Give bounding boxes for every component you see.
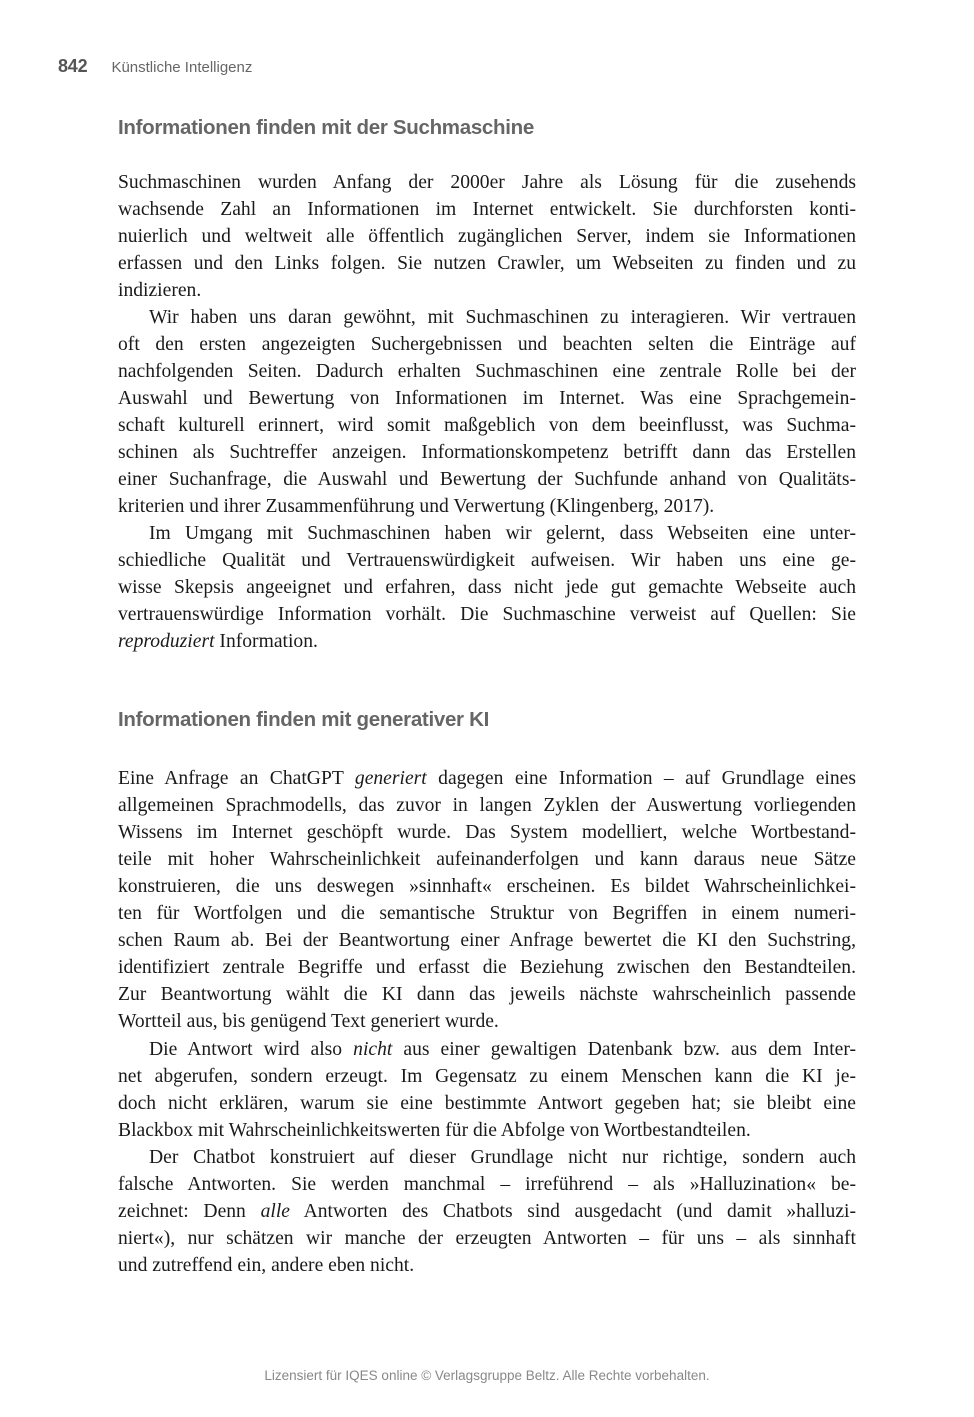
paragraph (118, 304, 856, 520)
paragraph (118, 1036, 856, 1144)
text-line: Wissens im Internet geschöpft wurde. Das System modelliert, welche Wortbestand- (118, 822, 856, 843)
text-line: oft den ersten angezeigten Suchergebnissen und beachten selten die Einträge auf (118, 334, 856, 355)
text-line: erfassen und den Links folgen. Sie nutzen Crawler, um Webseiten zu finden und zu (118, 253, 856, 274)
text-span: Antworten des Chatbots sind ausgedacht (und damit »halluzi- (289, 1201, 856, 1222)
text-span: Die Antwort wird also (149, 1039, 354, 1060)
text-line: Suchmaschinen wurden Anfang der 2000er Jahre als Lösung für die zusehends (118, 172, 856, 193)
text-line: wachsende Zahl an Informationen im Internet entwickelt. Sie durchforsten konti- (118, 199, 856, 220)
paragraph (118, 1144, 856, 1279)
emphasis-text: reproduziert (118, 631, 215, 652)
text-line: nuierlich und weltweit alle öffentlich zugänglichen Server, indem sie Informationen (118, 226, 856, 247)
text-line: Zur Beantwortung wählt die KI dann das jeweils nächste wahrscheinlich passende (118, 984, 856, 1005)
text-span: zeichnet: Denn (118, 1201, 261, 1222)
text-line: allgemeinen Sprachmodells, das zuvor in langen Zyklen der Auswertung vorliegenden (118, 795, 856, 816)
paragraph (118, 765, 856, 1035)
text-line: schaft kulturell erinnert, wird somit maßgeblich von dem beeinflusst, was Suchma- (118, 415, 856, 436)
text-line: nachfolgenden Seiten. Dadurch erhalten Suchmaschinen eine zentrale Rolle bei der (118, 361, 856, 382)
text-line: Der Chatbot konstruiert auf dieser Grundlage nicht nur richtige, sondern auch (149, 1147, 856, 1168)
page-header (58, 56, 252, 80)
text-line: kriterien und ihrer Zusammenführung und Verwertung (Klingenberg, 2017). (118, 496, 715, 517)
text-line (118, 765, 856, 792)
text-line: Wir haben uns daran gewöhnt, mit Suchmaschinen zu interagieren. Wir vertrauen (149, 307, 856, 328)
text-line: falsche Antworten. Sie werden manchmal – irreführend – als »Halluzination« be- (118, 1174, 856, 1195)
page-number: 842 (58, 56, 88, 76)
text-line: einer Suchanfrage, die Auswahl und Bewertung der Suchfunde anhand von Qualitäts- (118, 469, 856, 490)
text-line: wisse Skepsis angeeignet und erfahren, dass nicht jede gut gemachte Webseite auch (118, 577, 856, 598)
text-line: schinen als Suchtreffer anzeigen. Informationskompetenz betrifft dann das Erstellen (118, 442, 856, 463)
text-line: indizieren. (118, 280, 202, 301)
emphasis-text: nicht (353, 1039, 393, 1060)
text-span: Information. (214, 631, 318, 652)
text-line: konstruieren, die uns deswegen »sinnhaft« erscheinen. Es bildet Wahrscheinlichkei- (118, 876, 856, 897)
text-line (118, 1198, 856, 1225)
text-line: ten für Wortfolgen und die semantische Struktur von Begriffen in einem numeri- (118, 903, 856, 924)
text-line: identifiziert zentrale Begriffe und erfasst die Beziehung zwischen den Bestandteilen. (118, 957, 856, 978)
emphasis-text: generiert (354, 768, 427, 789)
text-line: net abgerufen, sondern erzeugt. Im Gegensatz zu einem Menschen kann die KI je- (118, 1066, 856, 1087)
section-heading-generative-ai: Informationen finden mit generativer KI (118, 708, 490, 731)
paragraph (118, 169, 856, 304)
section-heading-search-engine: Informationen finden mit der Suchmaschine (118, 116, 534, 139)
text-line: Im Umgang mit Suchmaschinen haben wir gelernt, dass Webseiten eine unter- (149, 523, 856, 544)
running-title: Künstliche Intelligenz (111, 59, 253, 76)
text-line: niert«), nur schätzen wir manche der erzeugten Antworten – für uns – als sinnhaft (118, 1228, 856, 1249)
text-line: und zutreffend ein, andere eben nicht. (118, 1255, 415, 1276)
text-line: schen Raum ab. Bei der Beantwortung einer Anfrage bewertet die KI den Suchstring, (118, 930, 856, 951)
text-span: Eine Anfrage an ChatGPT (118, 768, 355, 789)
text-line: vertrauenswürdige Information vorhält. Die Suchmaschine verweist auf Quellen: Sie (118, 604, 856, 625)
license-footer: Lizensiert für IQES online © Verlagsgruppe Beltz. Alle Rechte vorbehalten. (264, 1368, 710, 1383)
text-span: aus einer gewaltigen Datenbank bzw. aus dem Inter- (392, 1039, 856, 1060)
text-line: teile mit hoher Wahrscheinlichkeit aufeinanderfolgen und kann daraus neue Sätze (118, 849, 856, 870)
emphasis-text: alle (260, 1201, 290, 1222)
text-line: schiedliche Qualität und Vertrauenswürdigkeit aufweisen. Wir haben uns eine ge- (118, 550, 856, 571)
text-line: Wortteil aus, bis genügend Text generiert wurde. (118, 1011, 499, 1032)
text-span: dagegen eine Information – auf Grundlage eines (426, 768, 856, 789)
paragraph (118, 520, 856, 655)
text-line (118, 1036, 856, 1063)
text-line: Blackbox mit Wahrscheinlichkeitswerten für die Abfolge von Wortbestandteilen. (118, 1120, 751, 1141)
text-line: doch nicht erklären, warum sie eine bestimmte Antwort gegeben hat; sie bleibt eine (118, 1093, 856, 1114)
text-line: Auswahl und Bewertung von Informationen im Internet. Was eine Sprachgemein- (118, 388, 856, 409)
text-line (118, 628, 856, 655)
